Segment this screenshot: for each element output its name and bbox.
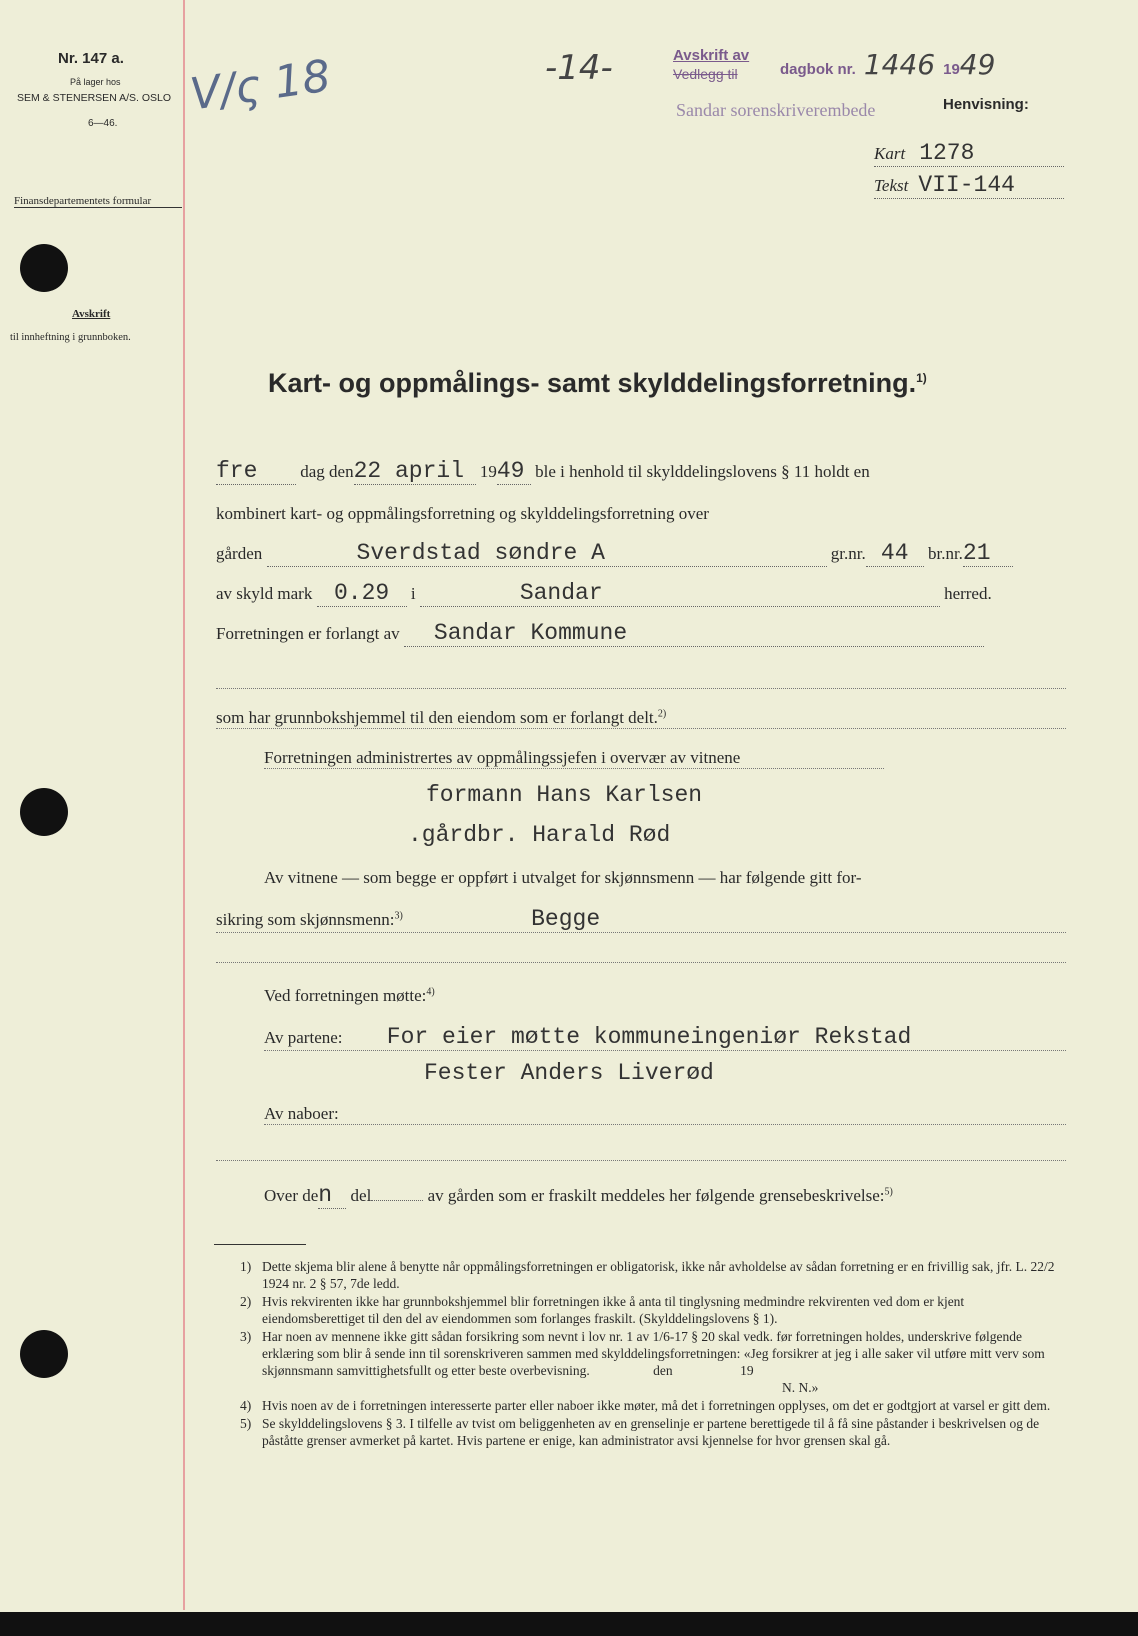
garden-label: gården: [216, 544, 263, 563]
forlangt-line: [216, 620, 984, 647]
garden-value: Sverdstad søndre A: [267, 540, 827, 567]
forlangt-value: Sandar Kommune: [404, 620, 984, 647]
del-label: del: [350, 1186, 372, 1205]
footnote-divider: [214, 1244, 306, 1245]
year-prefix: 19: [479, 462, 497, 481]
blank-line: [216, 688, 1066, 689]
blank-line: [216, 1160, 1066, 1161]
dagbok-number: 1446: [863, 48, 936, 81]
over-label: Over de: [264, 1186, 319, 1205]
page-number: -14-: [545, 48, 613, 88]
title-text: Kart- og oppmålings- samt skylddelingsforretning.: [268, 368, 917, 398]
grense-note: 5): [884, 1186, 893, 1198]
footnote-signature: N. N.»: [782, 1380, 819, 1395]
forlangt-label: Forretningen er forlangt av: [216, 624, 400, 643]
form-number: Nr. 147 a.: [58, 50, 124, 67]
publisher-line2: SEM & STENERSEN A/S. OSLO: [17, 92, 172, 104]
weekday-value: fre: [216, 458, 296, 485]
brnr-value: 21: [963, 540, 1013, 567]
handwritten-initials: V/ς 18: [187, 50, 334, 121]
skyld-line: [216, 580, 992, 607]
grunnbok-note: 2): [657, 708, 667, 720]
footnote-text: Se skylddelingslovens § 3. I tilfelle av tvist om beliggenheten av en grenselinje er partene berettigede til å få sine påstander i beskrivelsen og de påståtte grenser avmerket på kartet. Hvis partene er enige, kan administrator avsi kjennelse for hvor grensen skal gå.: [262, 1416, 1040, 1448]
vitnene-line2: [216, 906, 1066, 933]
vitnene-note: 3): [394, 910, 403, 922]
over-value: n: [318, 1182, 346, 1209]
footnote-text: Dette skjema blir alene å benytte når oppmålingsforretningen er obligatorisk, ikke når avholdelse av sådan forretning er en frivillig sak, jfr. L. 22/2 1924 nr. 2 § 57, 7de ledd.: [262, 1259, 1055, 1291]
edition: 6—46.: [88, 118, 118, 129]
herred-value: Sandar: [420, 580, 940, 607]
kart-label: Kart: [874, 144, 906, 163]
footnote-number: 4): [240, 1398, 252, 1413]
tekst-label: Tekst: [874, 176, 909, 195]
skyld-value: 0.29: [317, 580, 407, 607]
date-value: 22 april: [354, 458, 476, 485]
garden-line: [216, 540, 1066, 567]
title-note: 1): [916, 371, 927, 385]
admin-text: Forretningen administrertes av oppmålingssjefen i overvær av vitnene: [264, 748, 884, 769]
copy-note: til innheftning i grunnboken.: [10, 332, 131, 343]
kart-value: 1278: [919, 140, 975, 166]
intro-text2: kombinert kart- og oppmålingsforretning og skylddelingsforretning over: [216, 504, 709, 523]
reference-label: Henvisning:: [943, 96, 1029, 113]
partene-label: Av partene:: [264, 1028, 343, 1047]
year-value: 49: [497, 458, 531, 485]
footnote-text: Hvis rekvirenten ikke har grunnbokshjemmel blir forretningen ikke å anta til tinglysning medmindre rekvirenten ved dom er kjent eiendomsberettiget til den del av eiendommen som forlanges fraskilt. (Skylddelingslovens § 1).: [262, 1294, 965, 1326]
footnote-number: 3): [240, 1329, 252, 1344]
partene-value1: For eier møtte kommuneingeniør Rekstad: [386, 1024, 912, 1050]
skyld-label: av skyld mark: [216, 584, 313, 603]
brnr-label: br.nr.: [927, 544, 963, 563]
footnote-text: Hvis noen av de i forretningen interesserte parter eller naboer ikke møter, må det i forretningen opplyses, om det er godtgjort at varsel er gitt dem.: [262, 1398, 1051, 1413]
partene-value2: Fester Anders Liverød: [424, 1060, 714, 1086]
footnote: [240, 1258, 1070, 1292]
footnote: [240, 1415, 1070, 1449]
motte-note: 4): [426, 986, 435, 998]
footnote-date-blank: den 19: [653, 1363, 754, 1378]
vitnene-text1: Av vitnene — som begge er oppført i utvalget for skjønnsmenn — har følgende gitt for-: [264, 868, 862, 887]
witness1: formann Hans Karlsen: [426, 782, 703, 808]
grense-text: av gården som er fraskilt meddeles her følgende grensebeskrivelse:: [427, 1186, 885, 1205]
motte-line: [264, 986, 435, 1006]
footnote: [240, 1328, 1070, 1396]
punch-hole: [20, 244, 68, 292]
footnote: [240, 1397, 1070, 1414]
grnr-label: gr.nr.: [830, 544, 866, 563]
dag-label: dag den: [300, 462, 354, 481]
partene-line: [264, 1024, 1066, 1051]
stamp-avskrift: Avskrift av: [673, 47, 750, 64]
punch-hole: [20, 1330, 68, 1378]
naboer-label: Av naboer:: [264, 1104, 1066, 1125]
grnr-value: 44: [866, 540, 924, 567]
year-suffix: 49: [959, 48, 996, 81]
motte-label: Ved forretningen møtte:: [264, 986, 427, 1005]
i-label: i: [410, 584, 416, 603]
grunnbok-text: som har grunnbokshjemmel til den eiendom som er forlangt delt.: [216, 708, 658, 727]
over-line: [264, 1182, 893, 1209]
intro-text: ble i henhold til skylddelingslovens § 11 holdt en: [535, 462, 870, 481]
footnote: [240, 1293, 1070, 1327]
scan-edge: [0, 1612, 1138, 1636]
blank-line: [216, 962, 1066, 963]
del-blank: [371, 1200, 423, 1201]
year-prefix: 19: [943, 61, 960, 78]
margin-line: [183, 0, 185, 1610]
dagbok-label: dagbok nr.: [780, 61, 856, 78]
office-stamp: Sandar sorenskriverembede: [676, 100, 876, 120]
tekst-value: VII-144: [918, 172, 1015, 198]
footnote-number: 1): [240, 1259, 252, 1274]
date-line: [216, 458, 870, 485]
dagbok-line: [780, 48, 995, 81]
form-source: Finansdepartementets formular: [14, 195, 182, 208]
footnotes: [240, 1258, 1070, 1450]
kart-field: [874, 140, 1064, 167]
herred-label: herred.: [944, 584, 992, 603]
footnote-text: Har noen av mennene ikke gitt sådan forsikring som nevnt i lov nr. 1 av 1/6-17 § 20 skal vedk. før forretningen holdes, underskrive følgende erklæring som blir å sende inn til sorenskriveren sammen med skylddelingsforretningen: «Jeg forsikrer at jeg i alle saker vil utføre mitt verv som skjønnsmann samvittighetsfullt og etter beste overbevisning.: [262, 1329, 1045, 1378]
grunnbok-line: [216, 708, 1066, 729]
stamp-vedlegg: Vedlegg til: [673, 66, 738, 82]
witness2: .gårdbr. Harald Rød: [408, 822, 671, 848]
vitnene-text2: sikring som skjønnsmenn:: [216, 910, 395, 929]
publisher-line1: På lager hos: [70, 77, 121, 87]
vitnene-value: Begge: [531, 906, 601, 932]
copy-label: Avskrift: [72, 308, 111, 320]
document-title: [268, 368, 927, 399]
footnote-number: 2): [240, 1294, 252, 1309]
punch-hole: [20, 788, 68, 836]
tekst-field: [874, 172, 1064, 199]
footnote-number: 5): [240, 1416, 252, 1431]
